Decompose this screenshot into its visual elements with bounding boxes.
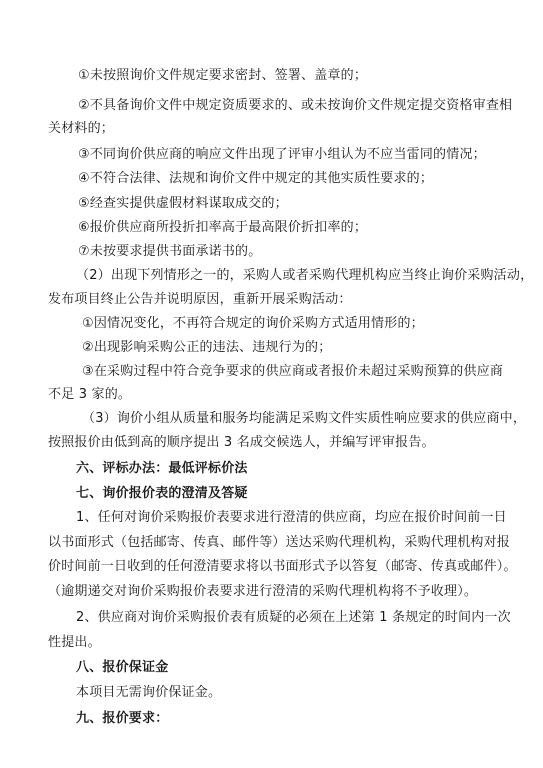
clause-item-2: ②不具备询价文件中规定资质要求的、或未按询价文件规定提交资格审查相 [78, 98, 513, 113]
paragraph-2-cont: 发布项目终止公告并说明原因，重新开展采购活动： [48, 292, 352, 307]
paragraph-3: （3）询价小组从质量和服务均能满足采购文件实质性响应要求的供应商中， [82, 411, 527, 426]
clause-item-7: ⑦未按要求提供书面承诺书的。 [78, 244, 262, 259]
termination-item-1: ①因情况变化，不再符合规定的询价采购方式适用情形的； [82, 316, 424, 331]
clarification-item-1-cont-a: 以书面形式（包括邮寄、传真、邮件等）送达采购代理机构，采购代理机构对报 [48, 535, 511, 550]
clarification-item-1-cont-b: 价时间前一日收到的任何澄清要求将以书面形式予以答复（邮寄、传真或邮件）。 [48, 559, 517, 574]
clarification-item-1: 1、任何对询价采购报价表要求进行澄清的供应商，均应在报价时间前一日 [76, 510, 507, 525]
clarification-item-1-cont-c: （逾期递交对询价采购报价表要求进行澄清的采购代理机构将不予收理）。 [48, 584, 478, 599]
deposit-note: 本项目无需询价保证金。 [76, 685, 222, 700]
clause-item-2-cont: 关材料的； [48, 121, 115, 136]
clause-item-4: ④不符合法律、法规和询价文件中规定的其他实质性要求的； [78, 171, 434, 186]
paragraph-2: （2）出现下列情形之一的，采购人或者采购代理机构应当终止询价采购活动， [76, 268, 534, 283]
clause-item-6: ⑥报价供应商所投折扣率高于最高限价折扣率的； [78, 220, 368, 235]
clause-item-1: ①未按照询价文件规定要求密封、签署、盖章的； [78, 68, 368, 83]
clarification-item-2-cont: 性提出。 [48, 635, 101, 650]
clause-item-3: ③不同询价供应商的响应文件出现了评审小组认为不应当雷同的情况； [78, 147, 486, 162]
termination-item-3-cont: 不足 3 家的。 [48, 387, 132, 402]
termination-item-2: ②出现影响采购公正的违法、违规行为的； [82, 340, 332, 355]
section-heading-6: 六、评标办法：最低评标价法 [76, 461, 248, 476]
section-heading-9: 九、报价要求： [76, 711, 169, 726]
section-heading-8: 八、报价保证金 [76, 660, 169, 675]
paragraph-3-cont: 按照报价由低到高的顺序提出 3 名成交候选人，并编写评审报告。 [48, 435, 435, 450]
termination-item-3: ③在采购过程中符合竞争要求的供应商或者报价未超过采购预算的供应商 [82, 364, 504, 379]
section-heading-7: 七、询价报价表的澄清及答疑 [76, 486, 248, 501]
clarification-item-2: 2、供应商对询价采购报价表有质疑的必须在上述第 1 条规定的时间内一次 [76, 610, 511, 625]
clause-item-5: ⑤经查实提供虚假材料谋取成交的； [78, 196, 288, 211]
